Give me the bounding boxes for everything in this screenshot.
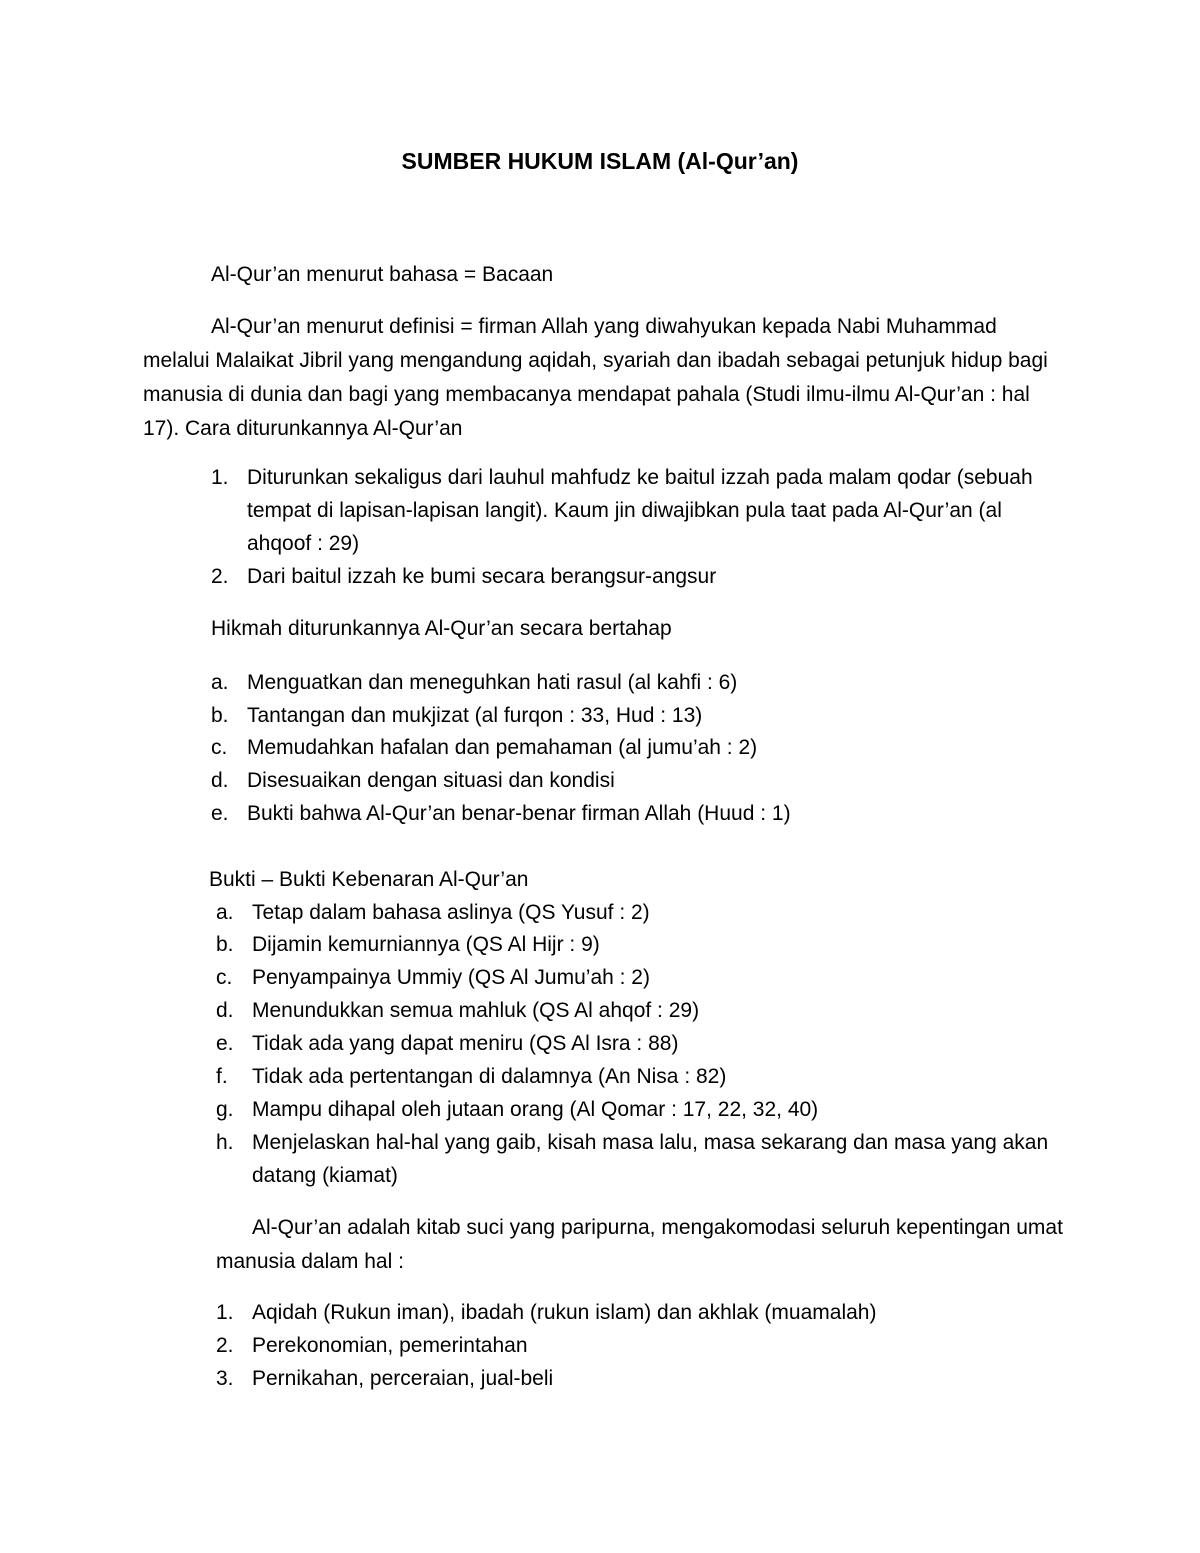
list-marker: e. (216, 1032, 234, 1055)
list-item-text: Tetap dalam bahasa aslinya (QS Yusuf : 2) (252, 901, 650, 924)
list-marker: h. (216, 1131, 234, 1154)
list-item-text: Dari baitul izzah ke bumi secara berangsur-angsur (247, 565, 717, 588)
list-marker: d. (216, 999, 234, 1022)
definisi-text: Al-Qur’an menurut definisi = firman Allah yang diwahyukan kepada Nabi Muhammad melalui Malaikat Jibril yang mengandung aqidah, syariah dan ibadah sebagai petunjuk hidup bagi manusia di dunia dan bagi yang membacanya mendapat pahala (Studi ilmu-ilmu Al-Qur’an : hal 17). Cara diturunkannya Al-Qur’an (143, 315, 1048, 440)
list-item-text: Menundukkan semua mahluk (QS Al ahqof : 29) (252, 999, 700, 1022)
list-item-text: Memudahkan hafalan dan pemahaman (al jumu’ah : 2) (247, 736, 758, 759)
document-title: SUMBER HUKUM ISLAM (Al-Qur’an) (401, 148, 799, 174)
list-item-text: Pernikahan, perceraian, jual-beli (252, 1367, 554, 1390)
list-item-text: Tidak ada pertentangan di dalamnya (An Nisa : 82) (252, 1065, 727, 1088)
list-item-text: Bukti bahwa Al-Qur’an benar-benar firman Allah (Huud : 1) (247, 802, 791, 825)
list-item-text: Aqidah (Rukun iman), ibadah (rukun islam) dan akhlak (muamalah) (252, 1301, 877, 1324)
list-item-text: Menjelaskan hal-hal yang gaib, kisah masa lalu, masa sekarang dan masa yang akan datang (kiamat) (252, 1131, 1049, 1187)
list-item (211, 461, 1071, 561)
list-marker: f. (216, 1065, 228, 1088)
definisi-paragraph (143, 310, 1063, 446)
bukti-heading: Bukti – Bukti Kebenaran Al-Qur’an (209, 868, 529, 891)
list-marker: 2. (216, 1334, 234, 1357)
list-marker: 2. (211, 565, 229, 588)
paripurna-text: Al-Qur’an adalah kitab suci yang paripurna, mengakomodasi seluruh kepentingan umat manusia dalam hal : (216, 1216, 1063, 1273)
bahasa-line: Al-Qur’an menurut bahasa = Bacaan (211, 263, 554, 286)
hikmah-heading: Hikmah diturunkannya Al-Qur’an secara bertahap (211, 617, 672, 640)
paripurna-paragraph (216, 1211, 1066, 1279)
list-marker: a. (216, 901, 234, 924)
list-marker: 1. (211, 466, 229, 489)
list-item-text: Disesuaikan dengan situasi dan kondisi (247, 769, 615, 792)
list-marker: a. (211, 671, 229, 694)
list-item-text: Diturunkan sekaligus dari lauhul mahfudz ke baitul izzah pada malam qodar (sebuah tempat di lapisan-lapisan langit). Kaum jin diwajibkan pula taat pada Al-Qur’an (al ahqoof : 29) (247, 466, 1033, 555)
list-item (216, 1126, 1066, 1196)
list-item-text: Perekonomian, pemerintahan (252, 1334, 528, 1357)
list-marker: e. (211, 802, 229, 825)
list-item-text: Dijamin kemurniannya (QS Al Hijr : 9) (252, 933, 600, 956)
list-marker: b. (216, 933, 234, 956)
list-marker: c. (216, 966, 233, 989)
list-item-text: Tidak ada yang dapat meniru (QS Al Isra : 88) (252, 1032, 679, 1055)
list-item-text: Menguatkan dan meneguhkan hati rasul (al kahfi : 6) (247, 671, 738, 694)
list-marker: 1. (216, 1301, 234, 1324)
list-marker: g. (216, 1098, 234, 1121)
list-marker: 3. (216, 1367, 234, 1390)
list-marker: b. (211, 704, 229, 727)
list-marker: d. (211, 769, 229, 792)
list-marker: c. (211, 736, 228, 759)
list-item-text: Mampu dihapal oleh jutaan orang (Al Qomar : 17, 22, 32, 40) (252, 1098, 819, 1121)
list-item-text: Tantangan dan mukjizat (al furqon : 33, Hud : 13) (247, 704, 703, 727)
list-item-text: Penyampainya Ummiy (QS Al Jumu’ah : 2) (252, 966, 650, 989)
